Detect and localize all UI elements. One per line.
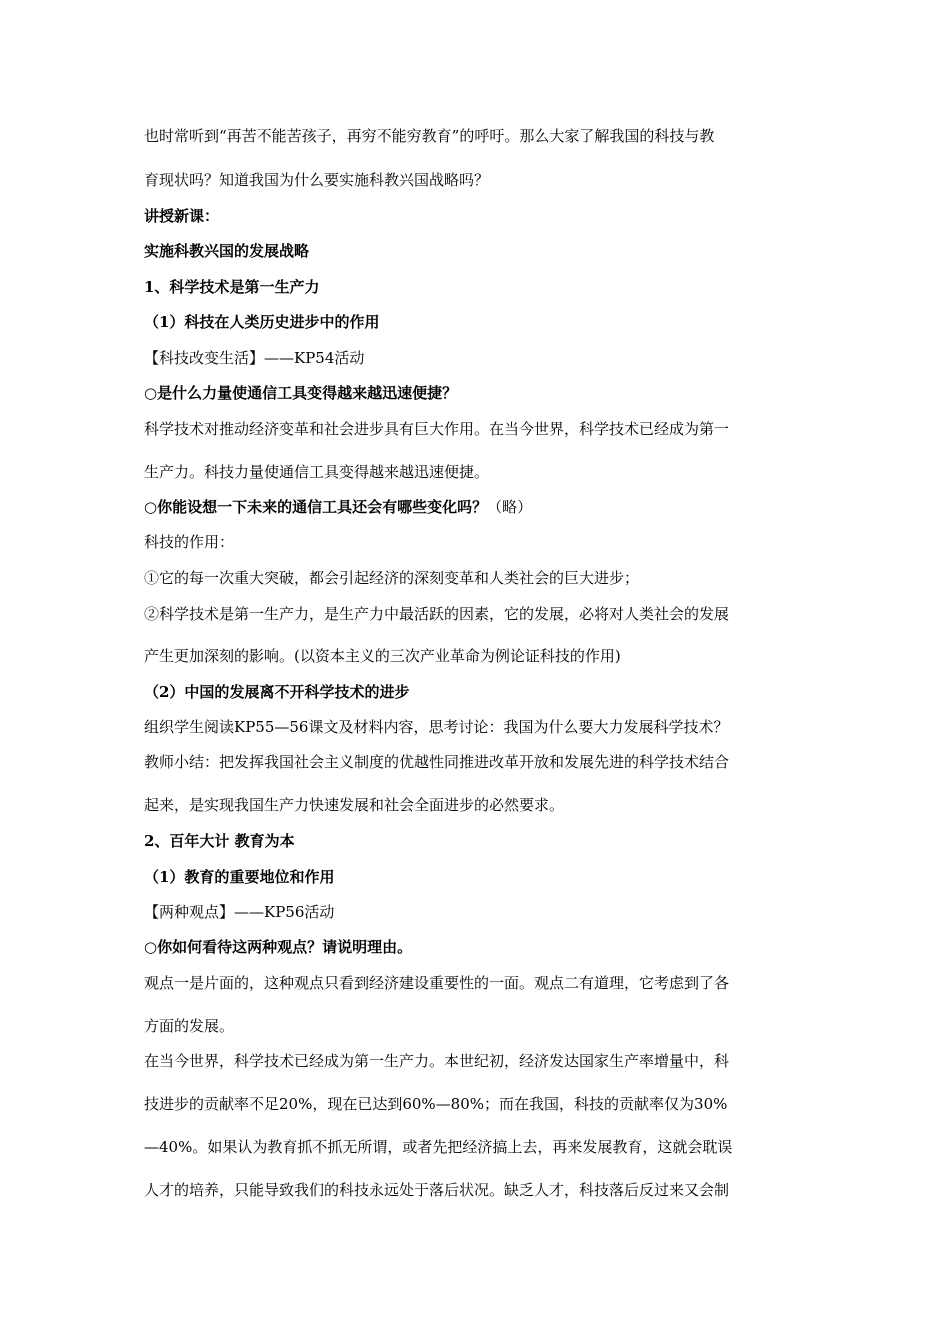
paragraph-line: —40%。如果认为教育抓不抓无所谓，或者先把经济搞上去，再来发展教育，这就会耽误 <box>144 1138 733 1156</box>
paragraph-line: 教师小结：把发挥我国社会主义制度的优越性同推进改革开放和发展先进的科学技术结合 <box>144 753 730 771</box>
paragraph-line: 方面的发展。 <box>144 1017 235 1035</box>
subsection-heading: （2）中国的发展离不开科学技术的进步 <box>144 683 410 701</box>
paragraph-line: 科技的作用： <box>144 533 235 551</box>
list-item: ①它的每一次重大突破，都会引起经济的深刻变革和人类社会的巨大进步； <box>144 569 640 587</box>
paragraph-line: 人才的培养，只能导致我们的科技永远处于落后状况。缺乏人才，科技落后反过来又会制 <box>144 1181 730 1199</box>
section-heading: 实施科教兴国的发展战略 <box>144 242 310 260</box>
paragraph-line: 产生更加深刻的影响。(以资本主义的三次产业革命为例论证科技的作用) <box>144 647 621 665</box>
paragraph-line: 起来，是实现我国生产力快速发展和社会全面进步的必然要求。 <box>144 796 565 814</box>
section-heading: 1、科学技术是第一生产力 <box>144 278 320 296</box>
paragraph-line: 在当今世界，科学技术已经成为第一生产力。本世纪初，经济发达国家生产率增量中，科 <box>144 1052 730 1070</box>
activity-reference: 【科技改变生活】——KP54活动 <box>144 349 365 367</box>
question-text: ○你能设想一下未来的通信工具还会有哪些变化吗？ <box>144 498 488 516</box>
question-line: ○是什么力量使通信工具变得越来越迅速便捷？ <box>144 384 458 402</box>
paragraph-line: 观点一是片面的，这种观点只看到经济建设重要性的一面。观点二有道理，它考虑到了各 <box>144 974 730 992</box>
paragraph-line: 技进步的贡献率不足20%，现在已达到60%—80%；而在我国，科技的贡献率仅为30% <box>144 1095 728 1113</box>
paragraph-line: 育现状吗？知道我国为什么要实施科教兴国战略吗？ <box>144 171 490 189</box>
section-heading: 2、百年大计 教育为本 <box>144 832 295 850</box>
question-line <box>144 497 814 517</box>
paragraph-line: 组织学生阅读KP55—56课文及材料内容，思考讨论：我国为什么要大力发展科学技术？ <box>144 718 729 736</box>
paragraph-line: 也时常听到“再苦不能苦孩子，再穷不能穷教育”的呼吁。那么大家了解我国的科技与教 <box>144 127 715 145</box>
subsection-heading: （1）教育的重要地位和作用 <box>144 868 335 886</box>
paragraph-line: 生产力。科技力量使通信工具变得越来越迅速便捷。 <box>144 463 490 481</box>
subsection-heading: （1）科技在人类历史进步中的作用 <box>144 313 380 331</box>
question-suffix: （略） <box>487 498 533 516</box>
question-line: ○你如何看待这两种观点？请说明理由。 <box>144 938 413 956</box>
section-heading: 讲授新课： <box>144 207 220 225</box>
activity-reference: 【两种观点】——KP56活动 <box>144 903 335 921</box>
paragraph-line: 科学技术对推动经济变革和社会进步具有巨大作用。在当今世界，科学技术已经成为第一 <box>144 420 730 438</box>
list-item: ②科学技术是第一生产力，是生产力中最活跃的因素，它的发展，必将对人类社会的发展 <box>144 605 730 623</box>
